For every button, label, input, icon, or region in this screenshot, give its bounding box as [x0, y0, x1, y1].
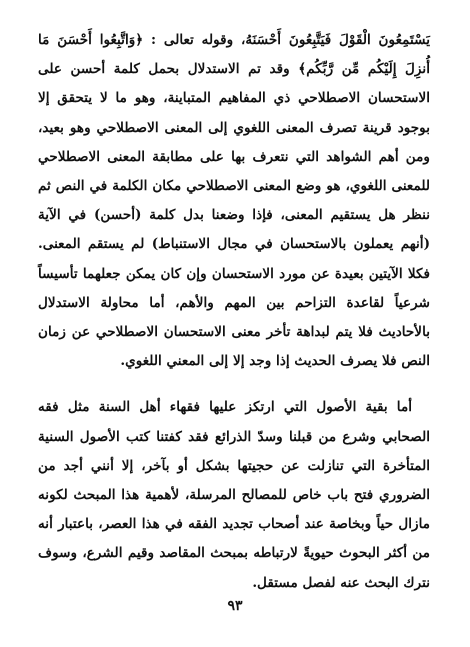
paragraph-1 — [38, 26, 430, 376]
paragraph-2: أما بقية الأصول التي ارتكز عليها فقهاء أهل السنة مثل فقه الصحابي وشرع من قبلنا وسدّ الذرائع فقد كفتنا كتب الأصول السنية المتأخرة التي تنازلت عن حجيتها بشكل أو بآخر، إلا أنني أجد من الضروري فتح باب خاص للمصالح المرسلة، لأهمية هذا المبحث لكونه مازال حياً وبخاصة عند أصحاب تجديد الفقه في هذا العصر، باعتبار أنه من أكثر البحوث حيويةً لارتباطه بمبحث المقاصد وقيم الشرع، وسوف نترك البحث عنه لفصل مستقل. — [38, 399, 430, 591]
paragraph-1-body: وقد تم الاستدلال بحمل كلمة أحسن على الاستحسان الاصطلاحي ذي المفاهيم المتباينة، وهو ما لا يتحقق إلا بوجود قرينة تصرف المعنى اللغوي إلى المعنى الاصطلاحي وهو بعيد، ومن أهم الشواهد التي نتعرف بها على مطابقة المعنى الاصطلاحي للمعنى اللغوي، هو وضع المعنى الاصطلاحي مكان الكلمة في النص ثم ننظر هل يستقيم المعنى، فإذا وضعنا بدل كلمة (أحسن) في الآية (أنهم يعملون بالاستحسان في مجال الاستنباط) لم يستقم المعنى. فكلا الآيتين بعيدة عن مورد الاستحسان وإن كان يمكن جعلهما تأسيساً شرعياً لقاعدة التزاحم بين المهم والأهم، أما محاولة الاستدلال بالأحاديث فلا يتم لبداهة تأخر معنى الاستحسان الاصطلاحي عن زمان النص فلا يصرف الحديث إذا وجد إلا إلى المعني اللغوي. — [38, 61, 430, 370]
quran-verse-2: ﴿وَاتَّبِعُوا أَحْسَنَ مَا أُنزِلَ إِلَيْكُم مِّن رَّبِّكُم﴾ — [38, 32, 430, 78]
page-number: ٩٣ — [227, 598, 243, 614]
quran-verse-1: يَسْتَمِعُونَ الْقَوْلَ فَيَتَّبِعُونَ أَحْسَنَهُ — [245, 32, 430, 48]
connector-text: ، وقوله تعالى : — [143, 32, 246, 48]
